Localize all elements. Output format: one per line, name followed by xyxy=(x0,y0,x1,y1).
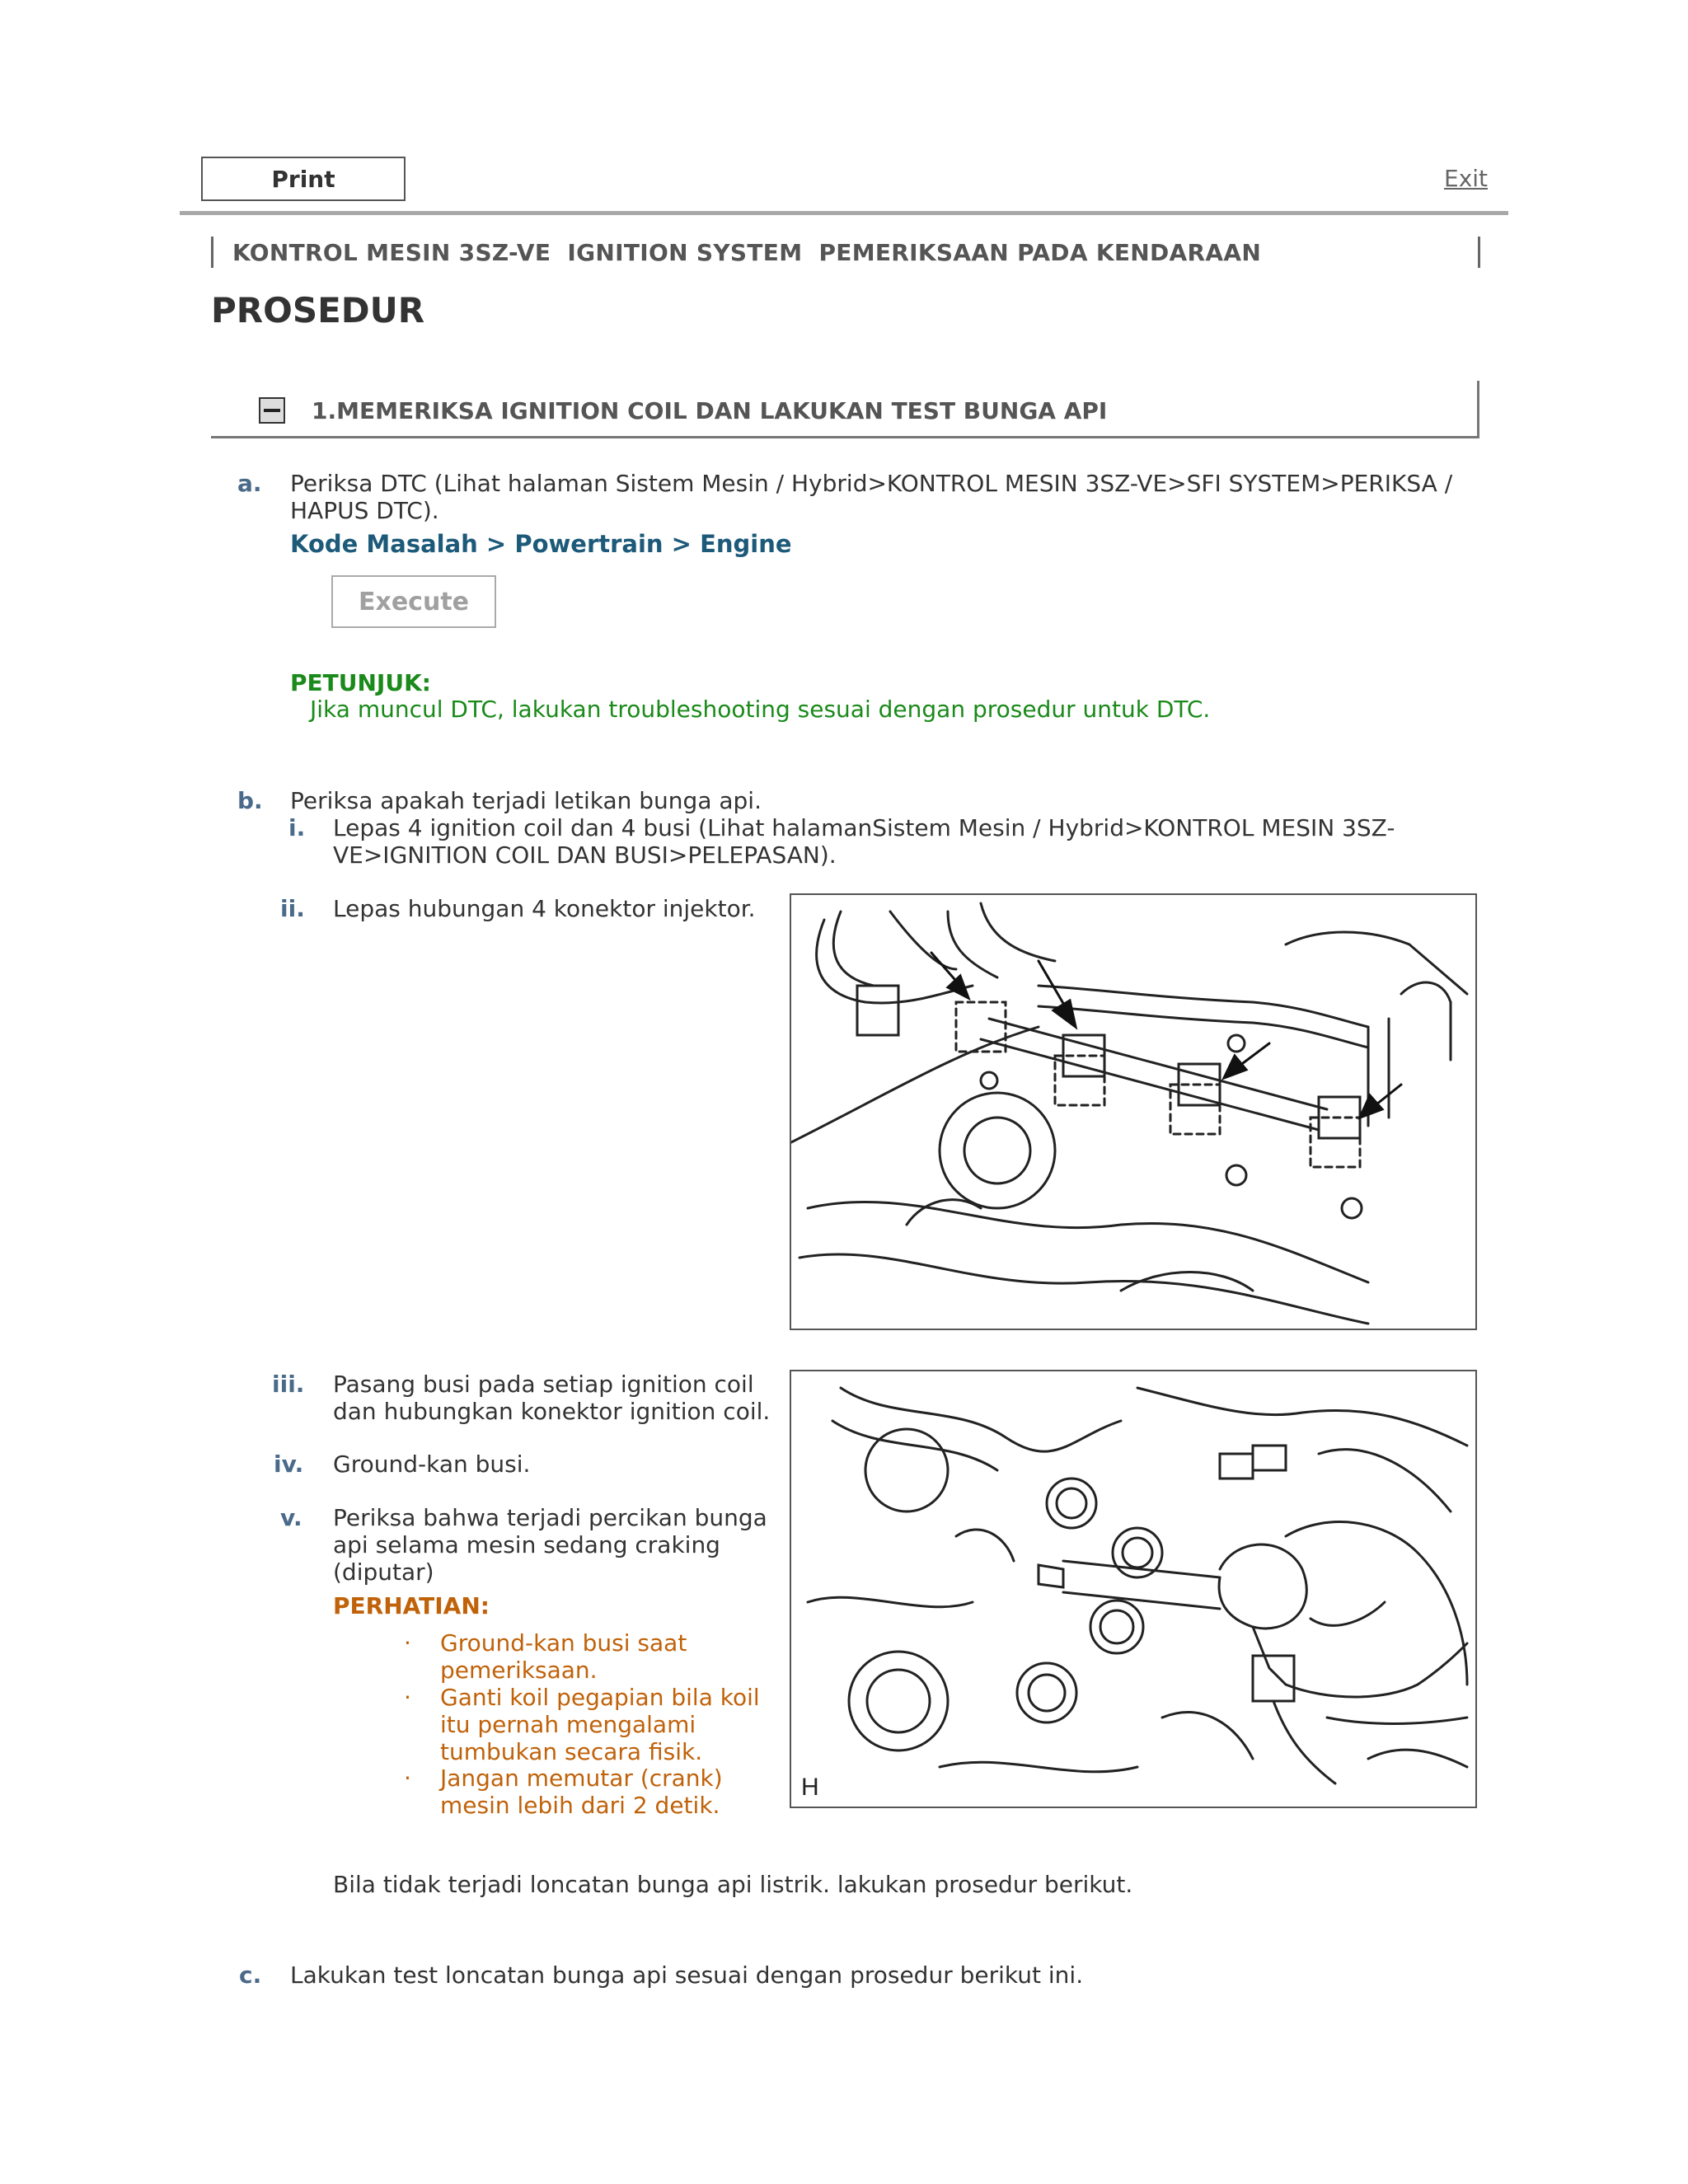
caution-item-3 xyxy=(440,1765,723,1819)
step-a-line2: HAPUS DTC). xyxy=(290,497,439,524)
hint-label: PETUNJUK: xyxy=(290,669,431,696)
substep-v-line2: api selama mesin sedang craking xyxy=(333,1531,720,1558)
substep-v-text xyxy=(333,1504,767,1586)
substep-iv-text: Ground-kan busi. xyxy=(333,1451,531,1478)
step-a-text xyxy=(290,470,1477,524)
substep-v-line3: (diputar) xyxy=(333,1558,434,1586)
substep-i-marker: i. xyxy=(288,814,306,841)
step-c-marker: c. xyxy=(239,1961,262,1989)
step-a-marker: a. xyxy=(237,470,262,497)
page-title: PROSEDUR xyxy=(211,290,425,330)
substep-i-line2: VE>IGNITION COIL DAN BUSI>PELEPASAN). xyxy=(333,841,837,869)
substep-i-text xyxy=(333,814,1487,869)
substep-v-line1: Periksa bahwa terjadi percikan bunga xyxy=(333,1504,767,1531)
step-b-marker: b. xyxy=(237,787,263,814)
caution-bullet-1: · xyxy=(404,1629,411,1657)
dtc-link-path[interactable]: Kode Masalah > Powertrain > Engine xyxy=(290,530,792,558)
substep-iv-marker: iv. xyxy=(274,1451,304,1478)
caution-item-2 xyxy=(440,1684,760,1765)
step-b-text: Periksa apakah terjadi letikan bunga api. xyxy=(290,787,762,814)
followup-text: Bila tidak terjadi loncatan bunga api listrik. lakukan prosedur berikut. xyxy=(333,1871,1133,1898)
figure-label: H xyxy=(801,1774,819,1801)
substep-iii-line2: dan hubungkan konektor ignition coil. xyxy=(333,1398,771,1425)
substep-ii-text: Lepas hubungan 4 konektor injektor. xyxy=(333,895,756,922)
collapse-icon[interactable] xyxy=(259,397,285,424)
caution-item-2-line3: tumbukan secara fisik. xyxy=(440,1738,703,1765)
print-button[interactable]: Print xyxy=(201,157,406,201)
section-title: 1.MEMERIKSA IGNITION COIL DAN LAKUKAN TEST BUNGA API xyxy=(312,397,1108,424)
exit-link[interactable]: Exit xyxy=(1444,165,1489,192)
substep-iii-marker: iii. xyxy=(272,1371,305,1398)
caution-item-1-line1: Ground-kan busi saat xyxy=(440,1629,687,1657)
breadcrumb: KONTROL MESIN 3SZ-VE IGNITION SYSTEM PEMERIKSAAN PADA KENDARAAN xyxy=(232,239,1262,266)
caution-item-3-line2: mesin lebih dari 2 detik. xyxy=(440,1792,720,1819)
caution-item-2-line1: Ganti koil pegapian bila koil xyxy=(440,1684,760,1711)
caution-label: PERHATIAN: xyxy=(333,1592,490,1619)
substep-i-line1: Lepas 4 ignition coil dan 4 busi (Lihat halamanSistem Mesin / Hybrid>KONTROL MESIN 3SZ- xyxy=(333,814,1395,841)
header-divider xyxy=(180,211,1508,215)
substep-v-marker: v. xyxy=(280,1504,302,1531)
caution-bullet-3: · xyxy=(404,1765,411,1792)
caution-item-2-line2: itu pernah mengalami xyxy=(440,1711,696,1738)
section-border-bottom xyxy=(211,436,1479,438)
hint-text: Jika muncul DTC, lakukan troubleshooting sesuai dengan prosedur untuk DTC. xyxy=(310,696,1211,723)
caution-item-3-line1: Jangan memutar (crank) xyxy=(440,1765,723,1792)
injector-connector-figure xyxy=(790,893,1477,1330)
step-c-text: Lakukan test loncatan bunga api sesuai dengan prosedur berikut ini. xyxy=(290,1961,1084,1989)
section-border-right xyxy=(1477,381,1479,438)
step-a-line1: Periksa DTC (Lihat halaman Sistem Mesin / Hybrid>KONTROL MESIN 3SZ-VE>SFI SYSTEM>PERIKSA / xyxy=(290,470,1453,497)
substep-iii-text xyxy=(333,1371,770,1425)
substep-iii-line1: Pasang busi pada setiap ignition coil xyxy=(333,1371,754,1398)
caution-item-1 xyxy=(440,1629,687,1684)
execute-button[interactable]: Execute xyxy=(331,575,496,628)
substep-ii-marker: ii. xyxy=(280,895,305,922)
spark-test-figure xyxy=(790,1370,1477,1808)
caution-bullet-2: · xyxy=(404,1684,411,1711)
caution-item-1-line2: pemeriksaan. xyxy=(440,1657,598,1684)
breadcrumb-left-bar xyxy=(211,237,213,268)
breadcrumb-right-bar xyxy=(1478,237,1480,268)
